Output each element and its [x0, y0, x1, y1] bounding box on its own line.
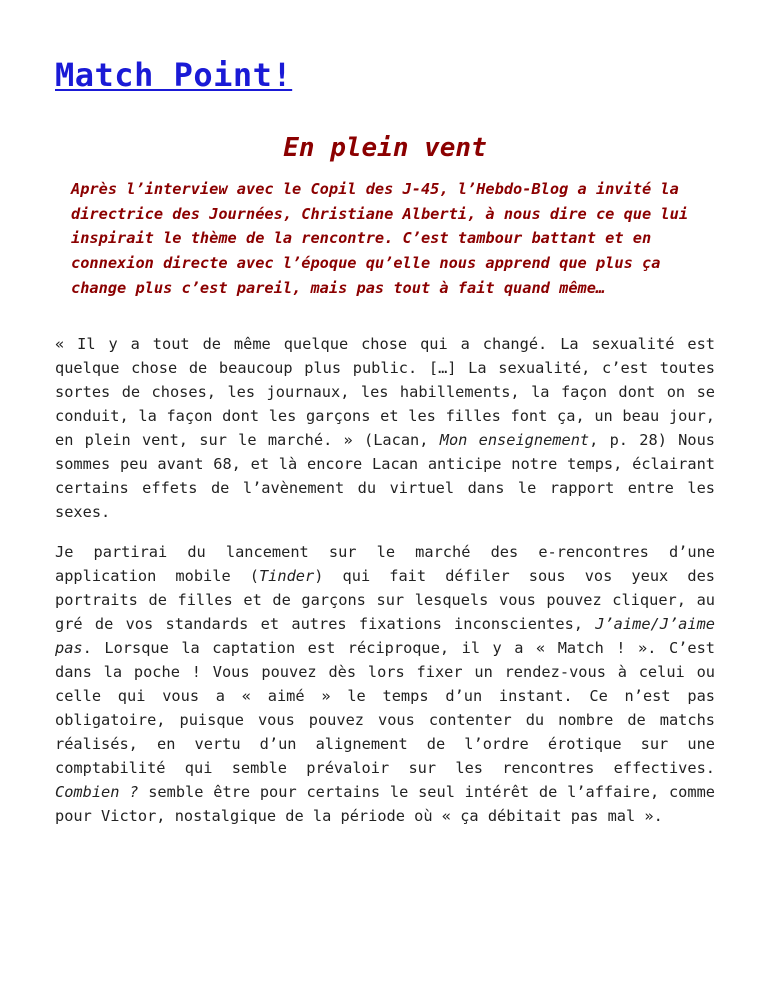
book-title: Mon enseignement	[439, 430, 590, 449]
document-page	[55, 55, 715, 828]
paragraph-2-text-c: . Lorsque la captation est réciproque, il y a « Match ! ». C’est dans la poche ! Vous pouvez dès lors fixer un rendez-vous à celui ou celle qui vous a « aimé » le temps d’un instant. Ce n’est pas obligatoire, puisque vous pouvez vous contenter du nombre de matchs réalisés, en vertu d’un alignement de l’ordre érotique sur une comptabilité qui semble prévaloir sur les rencontres effectives.	[55, 638, 715, 777]
paragraph-1	[55, 332, 715, 524]
article-intro: Après l’interview avec le Copil des J-45, l’Hebdo-Blog a invité la directrice des Journées, Christiane Alberti, à nous dire ce que lui inspirait le thème de la rencontre. C’est tambour battant et en connexion directe avec l’époque qu’elle nous apprend que plus ça change plus c’est pareil, mais pas tout à fait quand même…	[71, 180, 689, 297]
page-title-link[interactable]: Match Point!	[55, 56, 293, 94]
paragraph-2-text-b: ) qui fait défiler sous vos yeux des portraits de filles et de garçons sur lesquels vous pouvez cliquer, au gré de vos standards et autres fixations inconscientes,	[55, 566, 715, 633]
paragraph-1-text-b: , p. 28) Nous sommes peu avant 68, et là encore Lacan anticipe notre temps, éclairant certains effets de l’avènement du virtuel dans le rapport entre les sexes.	[55, 430, 715, 521]
app-name: Tinder	[258, 566, 315, 585]
paragraph-2-text-d: semble être pour certains le seul intérêt de l’affaire, comme pour Victor, nostalgique de la période où « ça débitait pas mal ».	[55, 782, 715, 825]
paragraph-2	[55, 540, 715, 828]
article-heading: En plein vent	[283, 133, 487, 163]
combien-question: Combien ?	[55, 782, 139, 801]
paragraph-1-text-a: « Il y a tout de même quelque chose qui a changé. La sexualité est quelque chose de beaucoup plus public. […] La sexualité, c’est toutes sortes de choses, les journaux, les habillements, la façon dont on se conduit, la façon dont les garçons et les filles font ça, un beau jour, en plein vent, sur le marché. » (Lacan,	[55, 334, 715, 449]
choice-label: J’aime/J’aime pas	[55, 614, 715, 657]
paragraph-2-text-a: Je partirai du lancement sur le marché des e-rencontres d’une application mobile (	[55, 542, 715, 585]
